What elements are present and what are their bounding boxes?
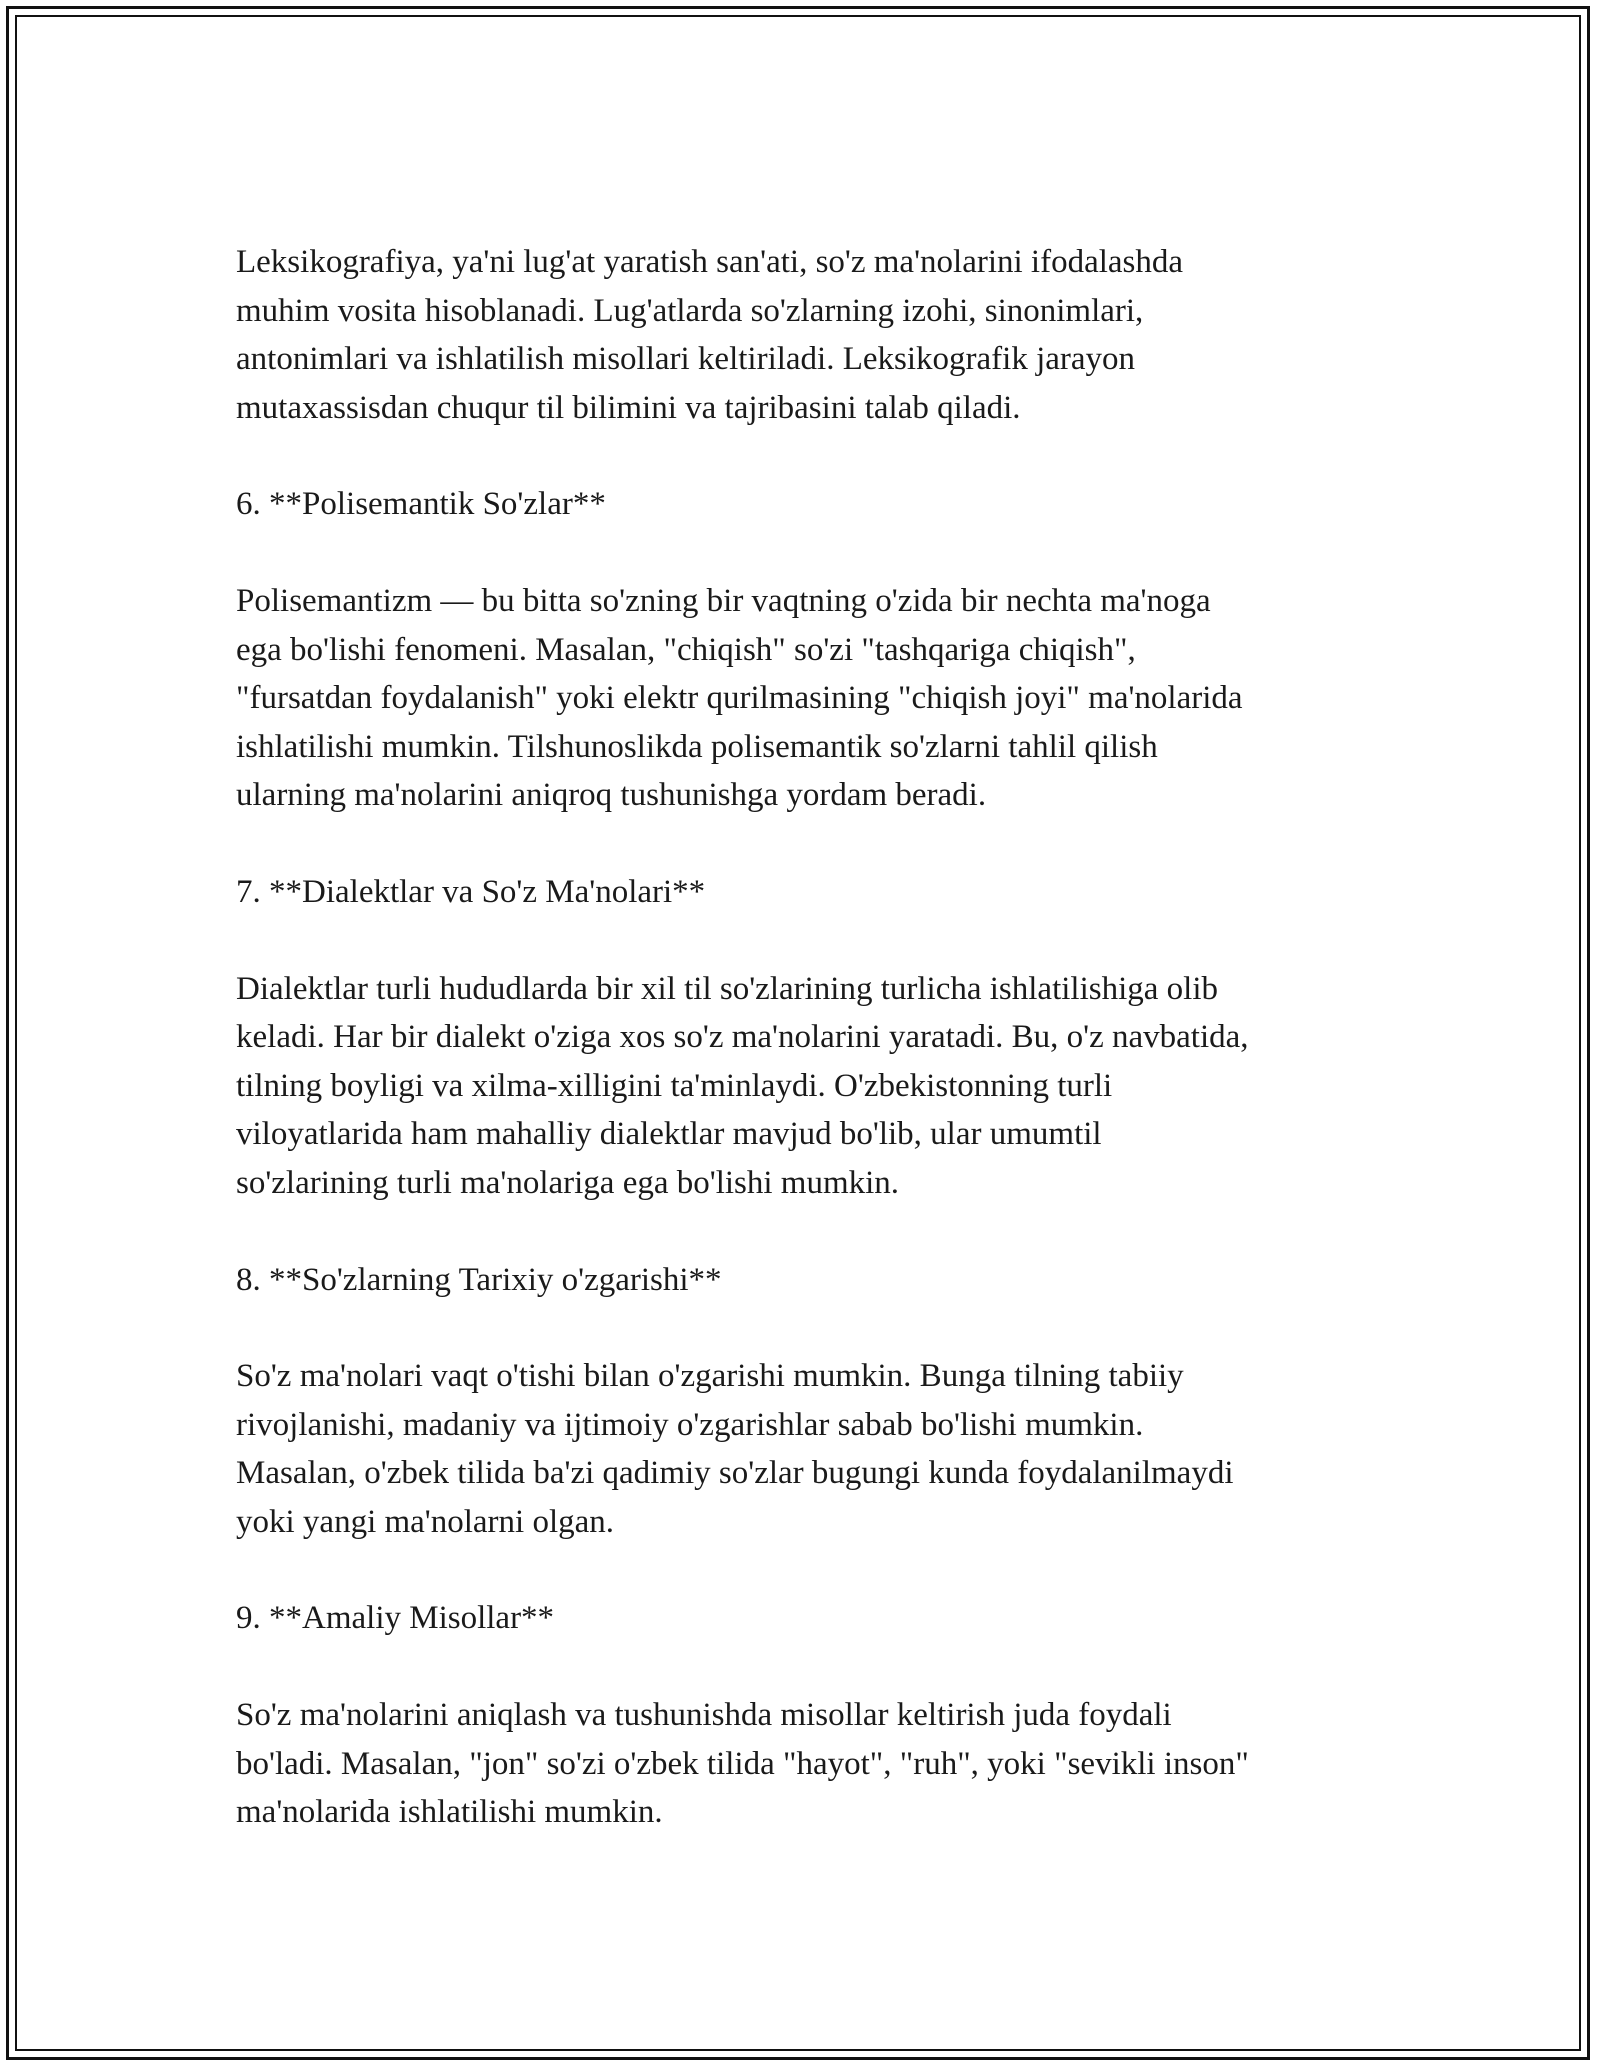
paragraph-amaliy-misollar: So'z ma'nolarini aniqlash va tushunishda misollar keltirish juda foydali bo'ladi. Masalan, "jon" so'zi o'zbek tilida "hayot", "ruh", yoki "sevikli inson" ma'nolarida ishlatilishi mumkin.: [236, 1697, 1249, 1831]
section-heading-7: 7. **Dialektlar va So'z Ma'nolari**: [236, 873, 706, 910]
section-heading-9: 9. **Amaliy Misollar**: [236, 1600, 555, 1637]
section-heading-6: 6. **Polisemantik So'zlar**: [236, 486, 606, 523]
paragraph-leksikografiya: Leksikografiya, ya'ni lug'at yaratish san'ati, so'z ma'nolarini ifodalashda muhim vosita hisoblanadi. Lug'atlarda so'zlarning izohi, sinonimlari, antonimlari va ishlatilish misollari keltiriladi. Leksikografik jarayon mutaxassisdan chuqur til bilimini va tajribasini talab qiladi.: [236, 244, 1184, 426]
paragraph-polisemantizm: Polisemantizm — bu bitta so'zning bir vaqtning o'zida bir nechta ma'noga ega bo'lishi fenomeni. Masalan, "chiqish" so'zi "tashqariga chiqish", "fursatdan foydalanish" yoki elektr qurilmasining "chiqish joyi" ma'nolarida ishlatilishi mumkin. Tilshunoslikda polisemantik so'zlarni tahlil qilish ularning ma'nolarini aniqroq tushunishga yordam beradi.: [236, 582, 1243, 814]
paragraph-dialektlar: Dialektlar turli hududlarda bir xil til so'zlarining turlicha ishlatilishiga olib keladi. Har bir dialekt o'ziga xos so'z ma'nolarini yaratadi. Bu, o'z navbatida, tilning boyligi va xilma-xilligini ta'minlaydi. O'zbekistonning turli viloyatlarida ham mahalliy dialektlar mavjud bo'lib, ular umumtil so'zlarining turli ma'nolariga ega bo'lishi mumkin.: [236, 970, 1249, 1201]
paragraph-tarixiy-ozgarish: So'z ma'nolari vaqt o'tishi bilan o'zgarishi mumkin. Bunga tilning tabiiy rivojlanishi, madaniy va ijtimoiy o'zgarishlar sabab bo'lishi mumkin. Masalan, o'zbek tilida ba'zi qadimiy so'zlar bugungi kunda foydalanilmaydi yoki yangi ma'nolarni olgan.: [236, 1358, 1234, 1540]
document-body: [236, 238, 1366, 1885]
section-heading-8: 8. **So'zlarning Tarixiy o'zgarishi**: [236, 1261, 722, 1298]
